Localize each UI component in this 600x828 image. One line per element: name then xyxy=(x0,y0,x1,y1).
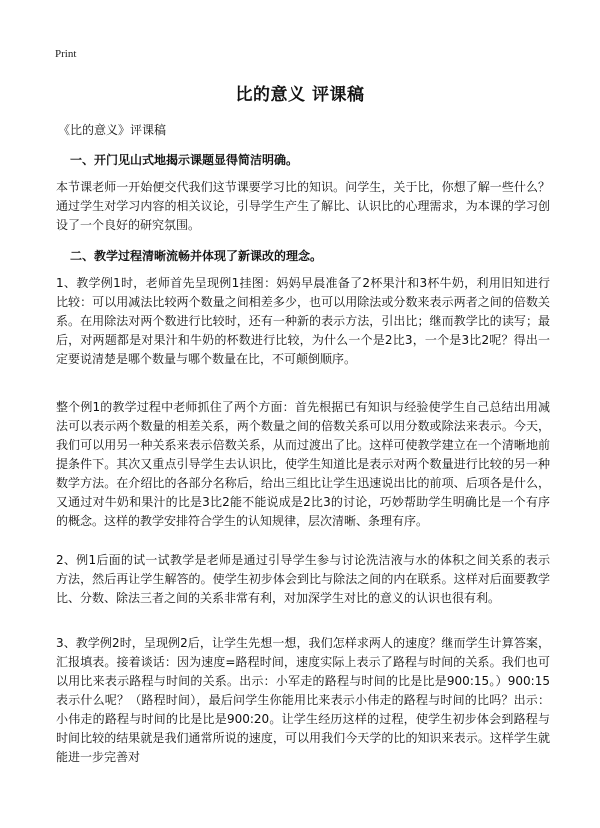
paragraph-example-2: 3、教学例2时，呈现例2后，让学生先想一想，我们怎样求两人的速度？继而学生计算答案，汇报填表。接着谈话：因为速度=路程时间，速度实际上表示了路程与时间的关系。我们也可以用比来表示路程与时间的关系。出示：小军走的路程与时间的比是比是900:15。）900:15表示什么呢？（路程时间），最后问学生你能用比来表示小伟走的路程与时间的比吗？出示：小伟走的路程与时间的比是比是900:20。让学生经历这样的过程，使学生初步体会到路程与时间比较的结果就是我们通常所说的速度，可以用我们今天学的比的知识来表示。这样学生就能进一步完善对 xyxy=(56,636,550,764)
paragraph-example-1-analysis: 整个例1的教学过程中老师抓住了两个方面：首先根据已有知识与经验使学生自己总结出用减法可以表示两个数量的相差关系，两个数量之间的倍数关系可以用分数或除法来表示。今天，我们可以用另一种关系来表示倍数关系，从而过渡出了比。这样可使教学建立在一个清晰地前提条件下。其次又重点引导学生去认识比，使学生知道比是表示对两个数量进行比较的另一种数学方法。在介绍比的各部分名称后，给出三组比让学生迅速说出比的前项、后项各是什么，又通过对牛奶和果汁的比是3比2能不能说成是2比3的讨论，巧妙帮助学生明确比是一个有序的概念。这样的教学安排符合学生的认知规律，层次清晰、条理有序。 xyxy=(56,400,550,528)
page-title: 比的意义 评课稿 xyxy=(235,85,365,105)
document-subtitle: 《比的意义》评课稿 xyxy=(58,123,167,137)
paragraph-example-1: 1、教学例1时，老师首先呈现例1挂图：妈妈早晨准备了2杯果汁和3杯牛奶，利用旧知进行比较：可以用减法比较两个数量之间相差多少，也可以用除法或分数来表示两者之间的倍数关系。在用除法对两个数进行比较时，还有一种新的表示方法，引出比；继而教学比的读写；最后，对两题都是对果汁和牛奶的杯数进行比较，为什么一个是2比3，一个是3比2呢？得出一定要说清楚是哪个数量与哪个数量在比，不可颠倒顺序。 xyxy=(56,276,550,366)
section-1-heading: 一、开门见山式地揭示课题显得简洁明确。 xyxy=(70,153,299,167)
section-2-heading: 二、教学过程清晰流畅并体现了新课改的理念。 xyxy=(70,249,323,263)
section-1-paragraph: 本节课老师一开始便交代我们这节课要学习比的知识。问学生，关于比，你想了解一些什么？通过学生对学习内容的相关议论，引导学生产生了解比、认识比的心理需求，为本课的学习创设了一个良好的研究氛围。 xyxy=(56,180,550,232)
paragraph-try-it: 2、例1后面的试一试教学是老师是通过引导学生参与讨论洗洁液与水的体积之间关系的表示方法，然后再让学生解答的。使学生初步体会到比与除法之间的内在联系。这样对后面要教学比、分数、除法三者之间的关系非常有利，对加深学生对比的意义的认识也很有利。 xyxy=(56,553,550,605)
print-label: Print xyxy=(55,48,77,60)
